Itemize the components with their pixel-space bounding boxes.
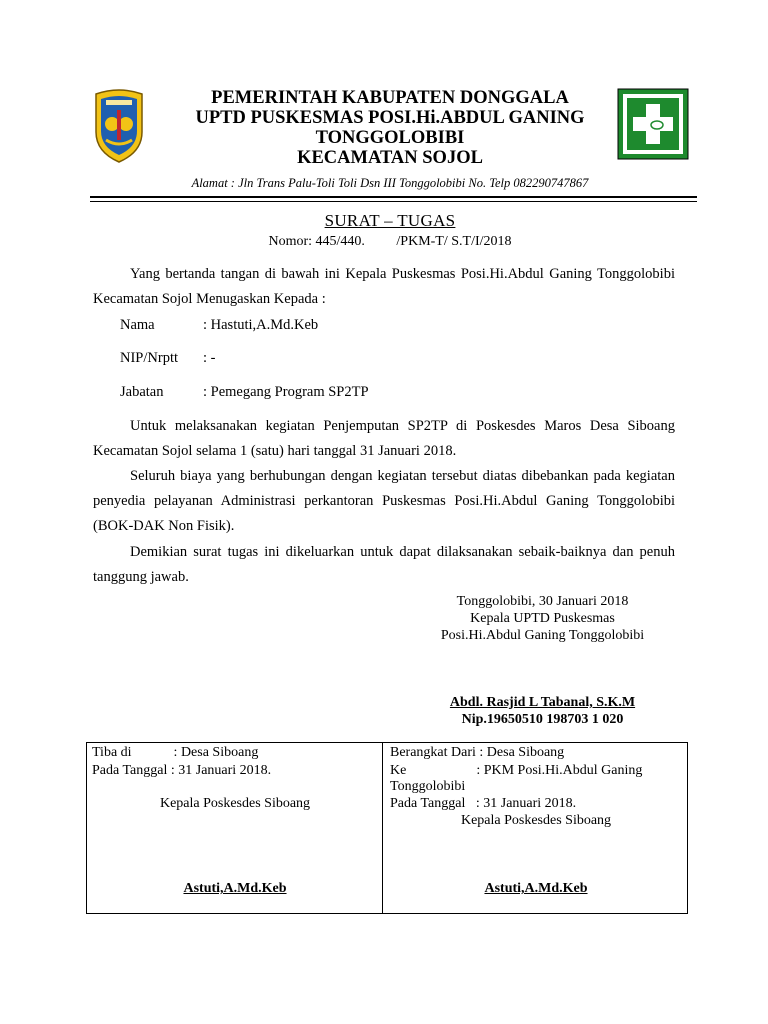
paragraph-biaya: Seluruh biaya yang berhubungan dengan kegiatan tersebut diatas dibebankan pada kegiatan penyedia pelayanan Administrasi perkantoran Puskesmas Posi.Hi.Abdul Ganing Tonggolobibi (BOK-DAK Non Fisik). — [93, 468, 675, 534]
header-divider-thick — [90, 196, 697, 198]
intro-paragraph: Yang bertanda tangan di bawah ini Kepala Puskesmas Posi.Hi.Abdul Ganing Tonggolobibi Kecamatan Sojol Menugaskan Kepada : — [93, 266, 675, 307]
right-cell-tanggal: Pada Tanggal : 31 Januari 2018. — [390, 796, 577, 811]
header-divider-thin — [90, 201, 697, 202]
right-health-logo — [617, 88, 689, 160]
header-line-1: PEMERINTAH KABUPATEN DONGGALA — [211, 88, 569, 108]
field-label-nip: NIP/Nrptt — [120, 350, 178, 366]
letter-number: Nomor: 445/440. /PKM-T/ S.T/I/2018 — [268, 234, 512, 249]
field-label-nama: Nama — [120, 317, 155, 333]
travel-table-divider — [382, 742, 383, 914]
letter-title: SURAT – TUGAS — [324, 211, 456, 230]
header-line-3: TONGGOLOBIBI — [315, 128, 465, 148]
right-cell-jabatan: Kepala Poskesdes Siboang — [460, 813, 612, 828]
signer-nip: Nip.19650510 198703 1 020 — [461, 712, 624, 727]
left-cell-tanggal: Pada Tanggal : 31 Januari 2018. — [92, 763, 272, 778]
field-value-nip: : - — [203, 350, 216, 366]
paragraph-kegiatan: Untuk melaksanakan kegiatan Penjemputan SP2TP di Poskesdes Maros Desa Siboang Kecamatan Sojol selama 1 (satu) hari tanggal 31 Januari 2018. — [93, 418, 675, 459]
right-cell-berangkat: Berangkat Dari : Desa Siboang — [390, 745, 565, 760]
header-line-4: KECAMATAN SOJOL — [297, 148, 483, 168]
header-line-2: UPTD PUSKESMAS POSI.Hi.ABDUL GANING — [195, 108, 585, 128]
field-value-nama: : Hastuti,A.Md.Keb — [203, 317, 319, 333]
paragraph-penutup: Demikian surat tugas ini dikeluarkan untuk dapat dilaksanakan sebaik-baiknya dan penuh tanggung jawab. — [93, 544, 675, 585]
address-line: Alamat : Jln Trans Palu-Toli Toli Dsn III Tonggolobibi No. Telp 082290747867 — [191, 176, 589, 190]
field-label-jabatan: Jabatan — [120, 384, 164, 400]
signature-place-date: Tonggolobibi, 30 Januari 2018 — [456, 594, 629, 609]
right-cell-ke-cont: Tonggolobibi — [390, 779, 466, 794]
right-cell-ke: Ke : PKM Posi.Hi.Abdul Ganing — [390, 763, 643, 778]
left-cell-jabatan: Kepala Poskesdes Siboang — [159, 796, 311, 811]
right-cell-nama: Astuti,A.Md.Keb — [484, 881, 588, 896]
signature-position-1: Kepala UPTD Puskesmas — [470, 611, 615, 626]
left-cell-nama: Astuti,A.Md.Keb — [183, 881, 287, 896]
field-value-jabatan: : Pemegang Program SP2TP — [203, 384, 369, 400]
signer-name: Abdl. Rasjid L Tabanal, S.K.M — [449, 695, 636, 710]
signature-position-2: Posi.Hi.Abdul Ganing Tonggolobibi — [440, 628, 645, 643]
left-cell-tiba: Tiba di : Desa Siboang — [92, 745, 259, 760]
